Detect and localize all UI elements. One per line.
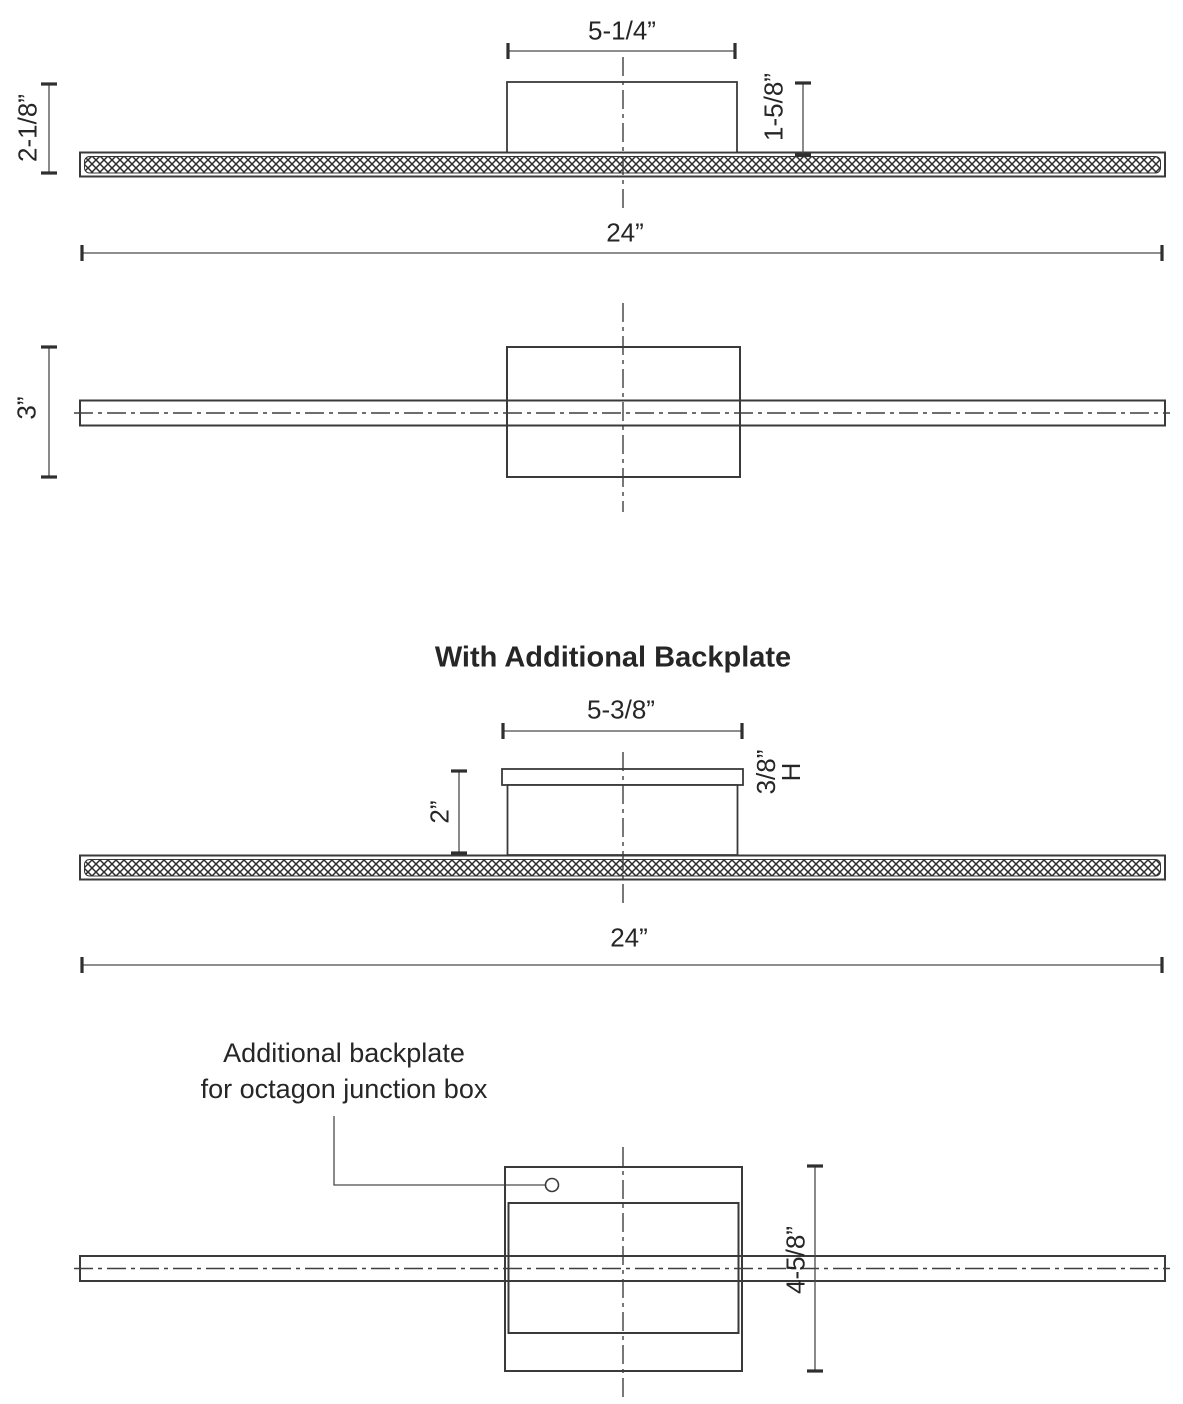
dim-label-addl-depth: 2”	[424, 800, 455, 824]
annotation-line2: for octagon junction box	[200, 1074, 488, 1104]
view-plan-addl-backplate	[74, 1147, 1170, 1400]
dim-label-addl-backplate-width: 5-3/8”	[587, 694, 655, 725]
dim-label-backplate-width: 5-1/4”	[588, 15, 656, 46]
section-title: With Additional Backplate	[434, 641, 792, 674]
dim-label-depth: 3”	[11, 396, 42, 420]
dim-label-backplate-height: 1-5/8”	[758, 73, 789, 141]
dim-label-addl-plate-thickness-suffix: H	[776, 762, 806, 782]
annotation-text	[201, 1035, 488, 1107]
dim-label-overall-height: 2-1/8”	[12, 94, 43, 162]
backplate-front	[507, 82, 737, 153]
annotation-leader	[334, 1116, 559, 1192]
dim-label-addl-plate-thickness-value: 3/8”	[751, 749, 781, 795]
leader-line	[334, 1116, 545, 1185]
dim-label-addl-plate-thickness	[751, 749, 806, 795]
view-plan	[41, 303, 1170, 512]
annotation-line1: Additional backplate	[223, 1038, 465, 1068]
dim-label-addl-backplate-height: 4-5/8”	[780, 1226, 811, 1294]
dim-label-fixture-length-bottom: 24”	[610, 922, 648, 953]
mounting-hole	[546, 1179, 559, 1192]
view-front-elevation	[41, 43, 1165, 261]
dim-label-fixture-length-top: 24”	[606, 217, 644, 248]
